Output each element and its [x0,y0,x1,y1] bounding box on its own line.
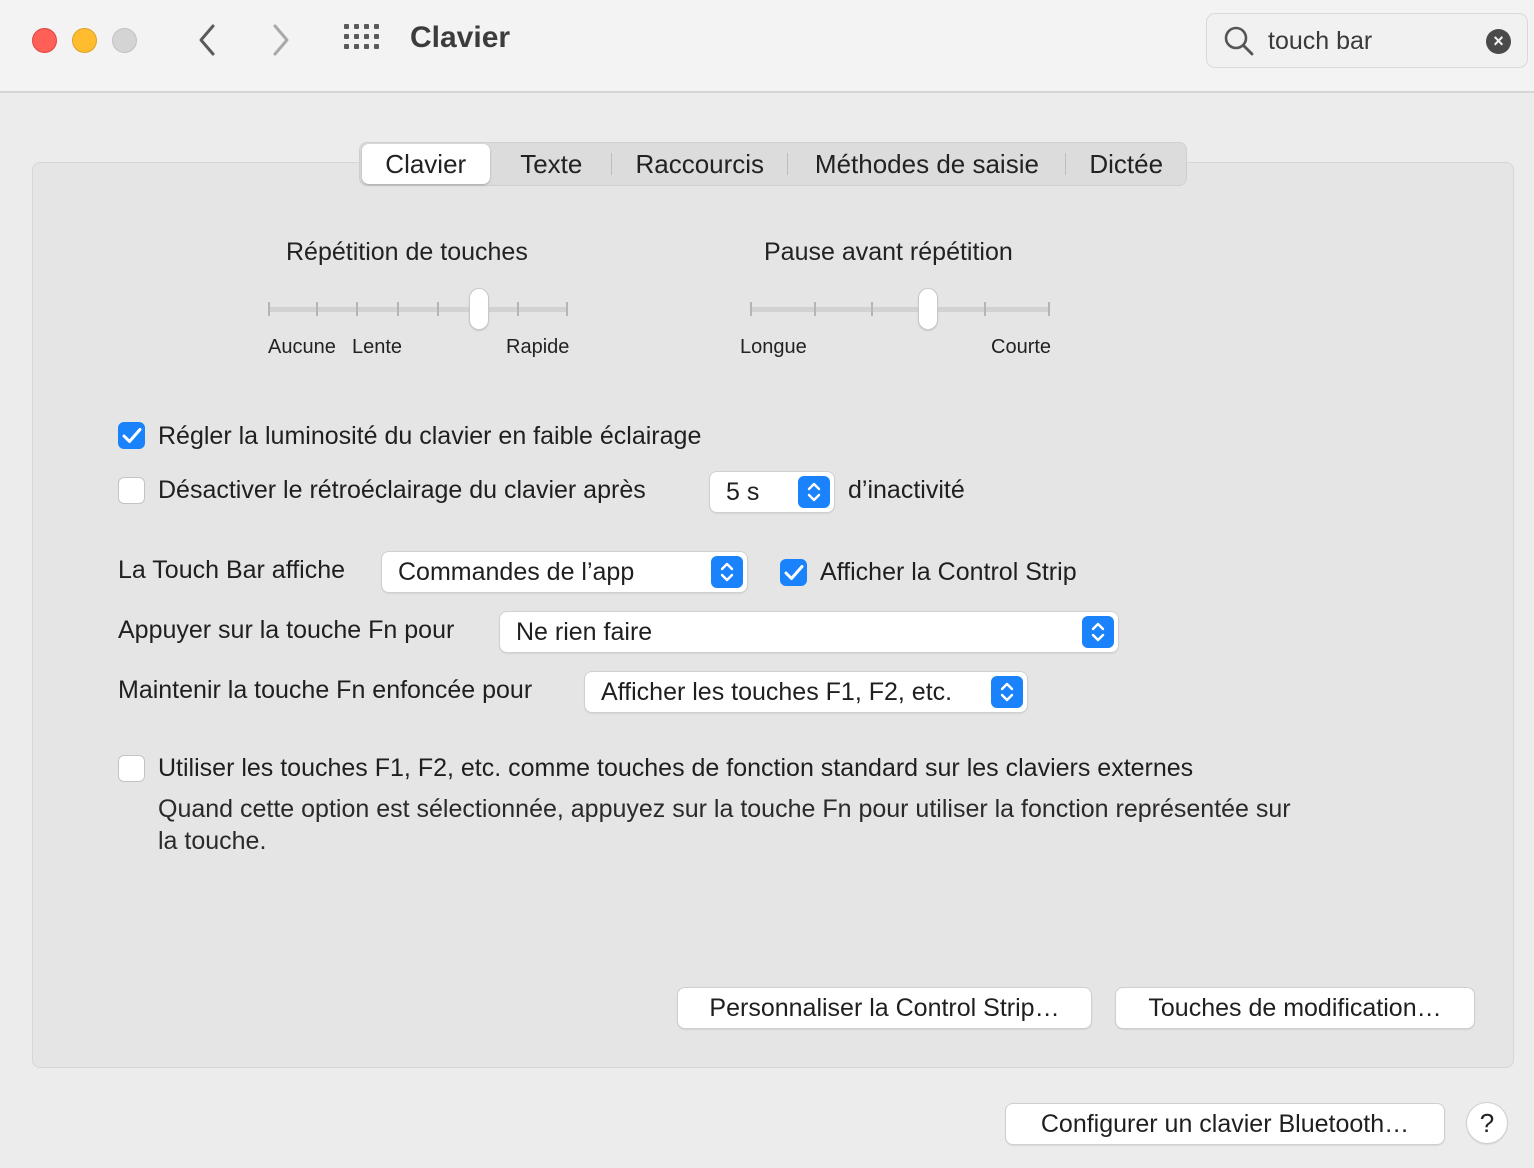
customize-control-strip-button[interactable]: Personnaliser la Control Strip… [678,988,1091,1028]
repeat-delay-short-label: Courte [991,336,1052,358]
chevron-left-icon [197,23,217,57]
backlight-delay-value: 5 s [726,478,760,506]
updown-arrows-icon [711,556,743,588]
key-repeat-fast-label: Rapide [506,336,570,358]
help-button[interactable]: ? [1467,1103,1507,1143]
close-window-button[interactable] [32,28,57,53]
show-all-grid-icon[interactable] [342,22,382,58]
tab-raccourcis[interactable]: Raccourcis [635,148,765,179]
function-keys-description-line1: Quand cette option est sélectionnée, appuyez sur la touche Fn pour utiliser la fonction représentée sur [158,795,1291,823]
key-repeat-slider-knob[interactable] [470,289,488,329]
search-input[interactable]: touch bar [1268,27,1373,55]
forward-button[interactable] [261,20,301,60]
tab-dictee[interactable]: Dictée [1089,148,1164,179]
touchbar-label: La Touch Bar affiche [118,556,346,584]
window-title: Clavier [410,21,511,54]
title-bar [0,0,1534,93]
function-keys-description-line2: la touche. [158,827,267,855]
tab-texte[interactable]: Texte [520,148,583,179]
search-field[interactable] [1206,13,1528,68]
fn-hold-value: Afficher les touches F1, F2, etc. [601,678,953,706]
control-strip-label: Afficher la Control Strip [820,558,1077,586]
key-repeat-slider[interactable] [268,307,568,312]
brightness-checkbox[interactable] [118,422,145,449]
repeat-delay-long-label: Longue [740,336,807,358]
fn-hold-popup[interactable] [585,672,1027,712]
fn-press-label: Appuyer sur la touche Fn pour [118,616,455,644]
chevron-right-icon [271,23,291,57]
backlight-label: Désactiver le rétroéclairage du clavier après [158,476,646,504]
tab-bar [359,142,1187,186]
modifier-keys-button[interactable]: Touches de modification… [1116,988,1474,1028]
touchbar-popup[interactable] [382,552,747,592]
key-repeat-title: Répétition de touches [286,238,528,266]
checkmark-icon [784,564,804,582]
zoom-window-button[interactable] [112,28,137,53]
fn-press-value: Ne rien faire [516,618,653,646]
search-icon [1223,25,1255,57]
key-repeat-min-label: Aucune [268,336,336,358]
function-keys-label: Utiliser les touches F1, F2, etc. comme touches de fonction standard sur les claviers externes [158,754,1194,782]
touchbar-value: Commandes de l’app [398,558,635,586]
minimize-window-button[interactable] [72,28,97,53]
control-strip-checkbox[interactable] [780,559,807,586]
backlight-delay-popup[interactable] [710,472,834,512]
inactivity-label: d’inactivité [848,476,965,504]
repeat-delay-slider-knob[interactable] [919,289,937,329]
tab-methodes-de-saisie[interactable]: Méthodes de saisie [814,148,1039,179]
repeat-delay-slider[interactable] [750,307,1050,312]
updown-arrows-icon [991,676,1023,708]
function-keys-checkbox[interactable] [118,755,145,782]
updown-arrows-icon [798,476,830,508]
tab-clavier[interactable]: Clavier [362,144,490,184]
clear-search-icon[interactable]: × [1486,29,1511,54]
key-repeat-slow-label: Lente [352,336,403,358]
backlight-checkbox[interactable] [118,477,145,504]
back-button[interactable] [187,20,227,60]
checkmark-icon [122,427,142,445]
bluetooth-keyboard-button[interactable]: Configurer un clavier Bluetooth… [1006,1104,1444,1144]
brightness-label: Régler la luminosité du clavier en faible éclairage [158,422,702,450]
fn-hold-label: Maintenir la touche Fn enfoncée pour [118,676,533,704]
fn-press-popup[interactable] [500,612,1118,652]
repeat-delay-title: Pause avant répétition [764,238,1013,266]
updown-arrows-icon [1082,616,1114,648]
